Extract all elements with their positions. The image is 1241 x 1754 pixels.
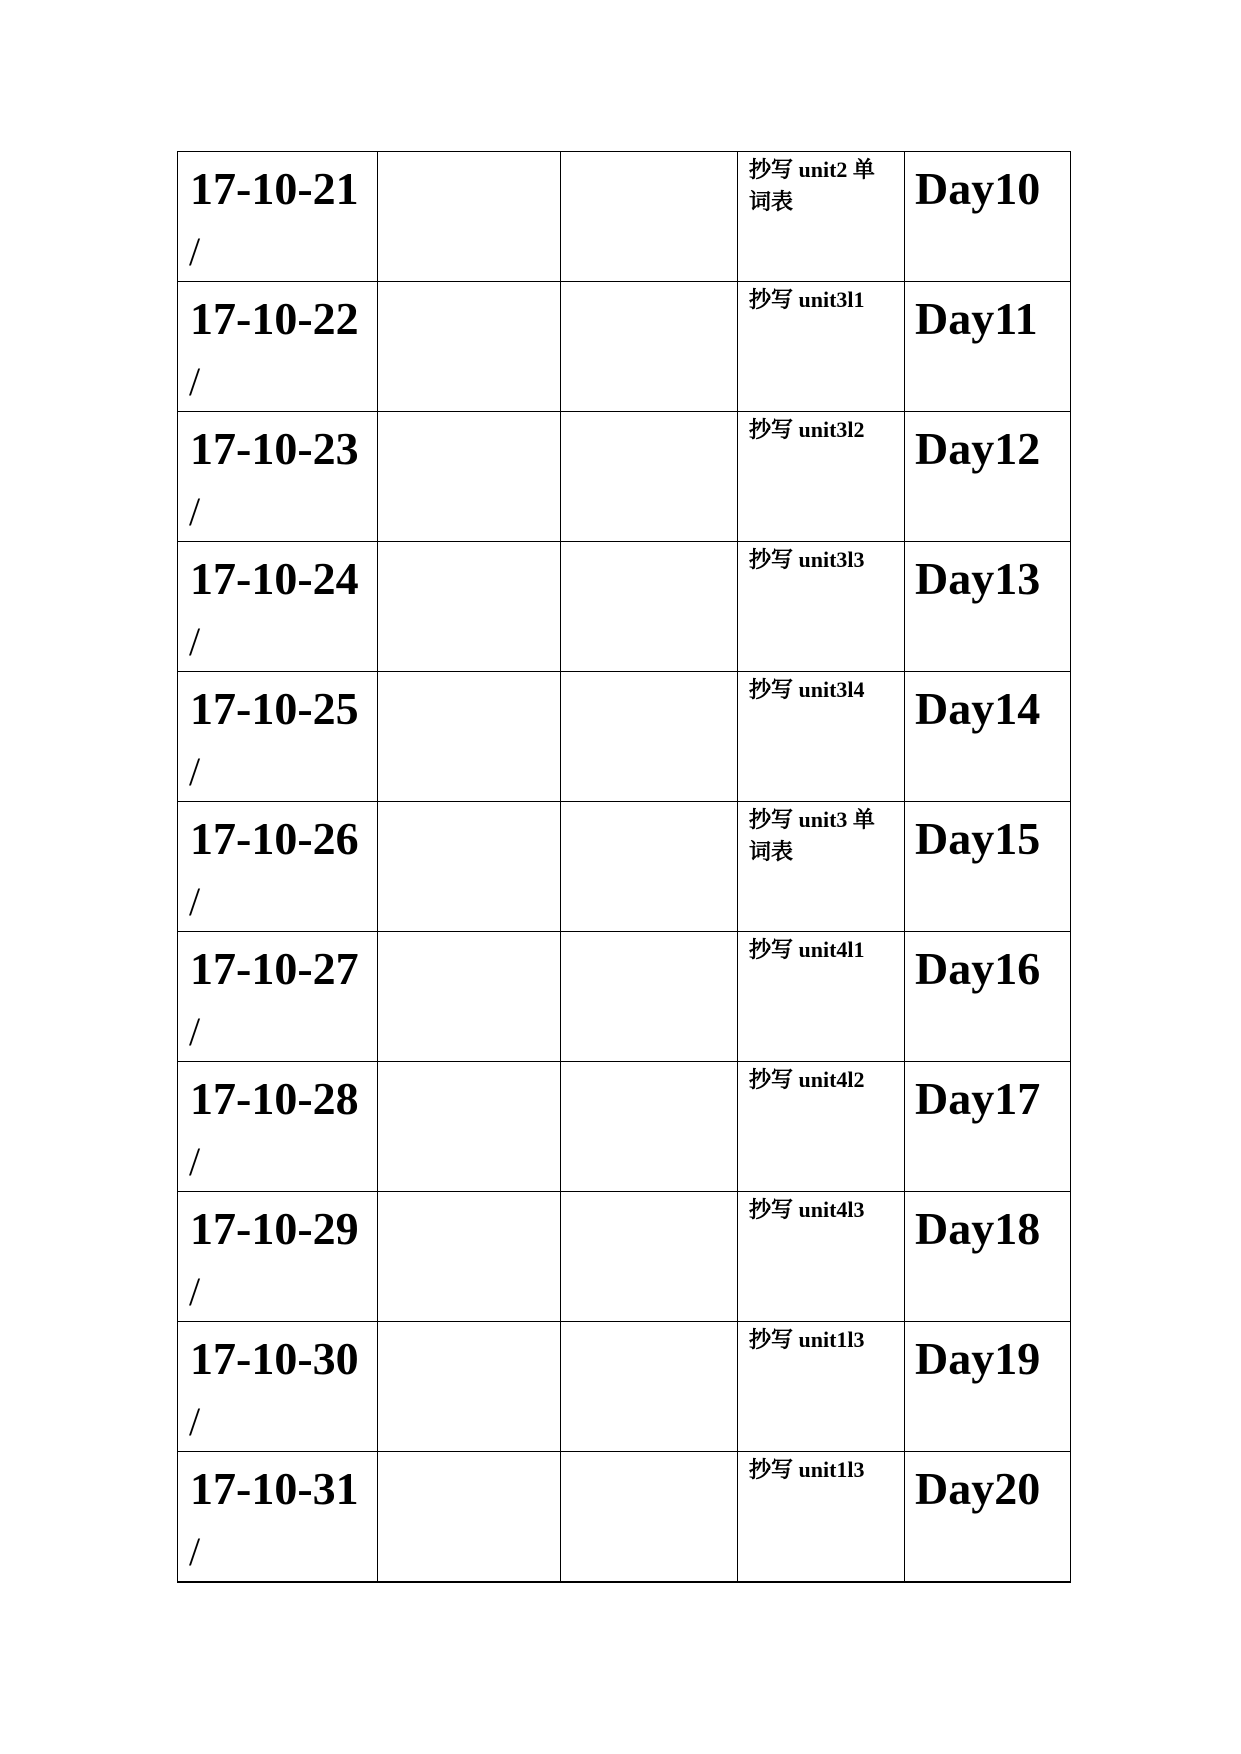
blank-cell [561,412,738,542]
task-text: 抄写 unit3 单词表 [749,807,875,864]
day-cell [905,542,1071,672]
blank-cell [378,542,561,672]
day-cell [905,152,1071,282]
date-cell [178,1322,378,1452]
day-label: Day20 [915,1463,1041,1514]
date-cell [178,672,378,802]
task-cell [738,542,905,672]
schedule-table [177,151,1071,1583]
blank-cell [561,152,738,282]
blank-cell [561,1192,738,1322]
date-cell [178,802,378,932]
day-label: Day13 [915,553,1041,604]
blank-cell [561,932,738,1062]
task-cell [738,1322,905,1452]
table-row [178,152,1071,282]
slash-mark: / [189,749,201,794]
day-cell [905,672,1071,802]
blank-cell [378,932,561,1062]
slash-mark: / [189,1009,201,1054]
blank-cell [561,1322,738,1452]
day-label: Day11 [915,293,1038,344]
date-cell [178,412,378,542]
table-row [178,932,1071,1062]
day-cell [905,802,1071,932]
slash-mark: / [189,1139,201,1184]
task-cell [738,802,905,932]
task-text: 抄写 unit2 单词表 [749,157,875,214]
date-text: 17-10-25 [190,683,359,734]
task-text: 抄写 unit3l2 [749,417,865,442]
date-cell [178,542,378,672]
day-label: Day18 [915,1203,1041,1254]
table-row [178,1322,1071,1452]
day-cell [905,412,1071,542]
date-text: 17-10-24 [190,553,359,604]
task-text: 抄写 unit1l3 [749,1457,865,1482]
day-label: Day19 [915,1333,1041,1384]
blank-cell [378,1192,561,1322]
blank-cell [561,1062,738,1192]
blank-cell [561,282,738,412]
blank-cell [378,1322,561,1452]
date-cell [178,1452,378,1582]
blank-cell [561,802,738,932]
blank-cell [378,282,561,412]
date-cell [178,932,378,1062]
task-text: 抄写 unit3l4 [749,677,865,702]
day-cell [905,1452,1071,1582]
blank-cell [378,152,561,282]
task-text: 抄写 unit4l2 [749,1067,865,1092]
date-text: 17-10-30 [190,1333,359,1384]
blank-cell [561,672,738,802]
date-cell [178,282,378,412]
table-row [178,412,1071,542]
schedule-body [178,152,1071,1582]
slash-mark: / [189,489,201,534]
blank-cell [378,672,561,802]
table-row [178,282,1071,412]
day-label: Day10 [915,163,1041,214]
table-row [178,802,1071,932]
task-text: 抄写 unit1l3 [749,1327,865,1352]
day-cell [905,1192,1071,1322]
blank-cell [561,542,738,672]
blank-cell [378,412,561,542]
date-text: 17-10-31 [190,1463,359,1514]
day-label: Day17 [915,1073,1041,1124]
table-row [178,542,1071,672]
task-cell [738,152,905,282]
day-label: Day16 [915,943,1041,994]
task-cell [738,282,905,412]
table-row [178,1062,1071,1192]
blank-cell [378,802,561,932]
day-cell [905,1322,1071,1452]
slash-mark: / [189,359,201,404]
date-text: 17-10-23 [190,423,359,474]
task-text: 抄写 unit3l1 [749,287,865,312]
task-cell [738,1452,905,1582]
date-text: 17-10-28 [190,1073,359,1124]
task-cell [738,1062,905,1192]
task-text: 抄写 unit3l3 [749,547,865,572]
date-text: 17-10-26 [190,813,359,864]
day-label: Day15 [915,813,1041,864]
task-cell [738,672,905,802]
slash-mark: / [189,879,201,924]
blank-cell [378,1452,561,1582]
day-cell [905,932,1071,1062]
day-label: Day14 [915,683,1041,734]
slash-mark: / [189,619,201,664]
date-text: 17-10-29 [190,1203,359,1254]
date-cell [178,1062,378,1192]
slash-mark: / [189,1529,201,1574]
date-cell [178,1192,378,1322]
blank-cell [561,1452,738,1582]
day-cell [905,1062,1071,1192]
table-row [178,1192,1071,1322]
date-text: 17-10-27 [190,943,359,994]
task-cell [738,1192,905,1322]
blank-cell [378,1062,561,1192]
table-row [178,1452,1071,1582]
task-text: 抄写 unit4l1 [749,937,865,962]
date-text: 17-10-22 [190,293,359,344]
slash-mark: / [189,229,201,274]
slash-mark: / [189,1269,201,1314]
day-label: Day12 [915,423,1041,474]
date-cell [178,152,378,282]
task-cell [738,412,905,542]
slash-mark: / [189,1399,201,1444]
date-text: 17-10-21 [190,163,359,214]
task-cell [738,932,905,1062]
day-cell [905,282,1071,412]
table-row [178,672,1071,802]
task-text: 抄写 unit4l3 [749,1197,865,1222]
